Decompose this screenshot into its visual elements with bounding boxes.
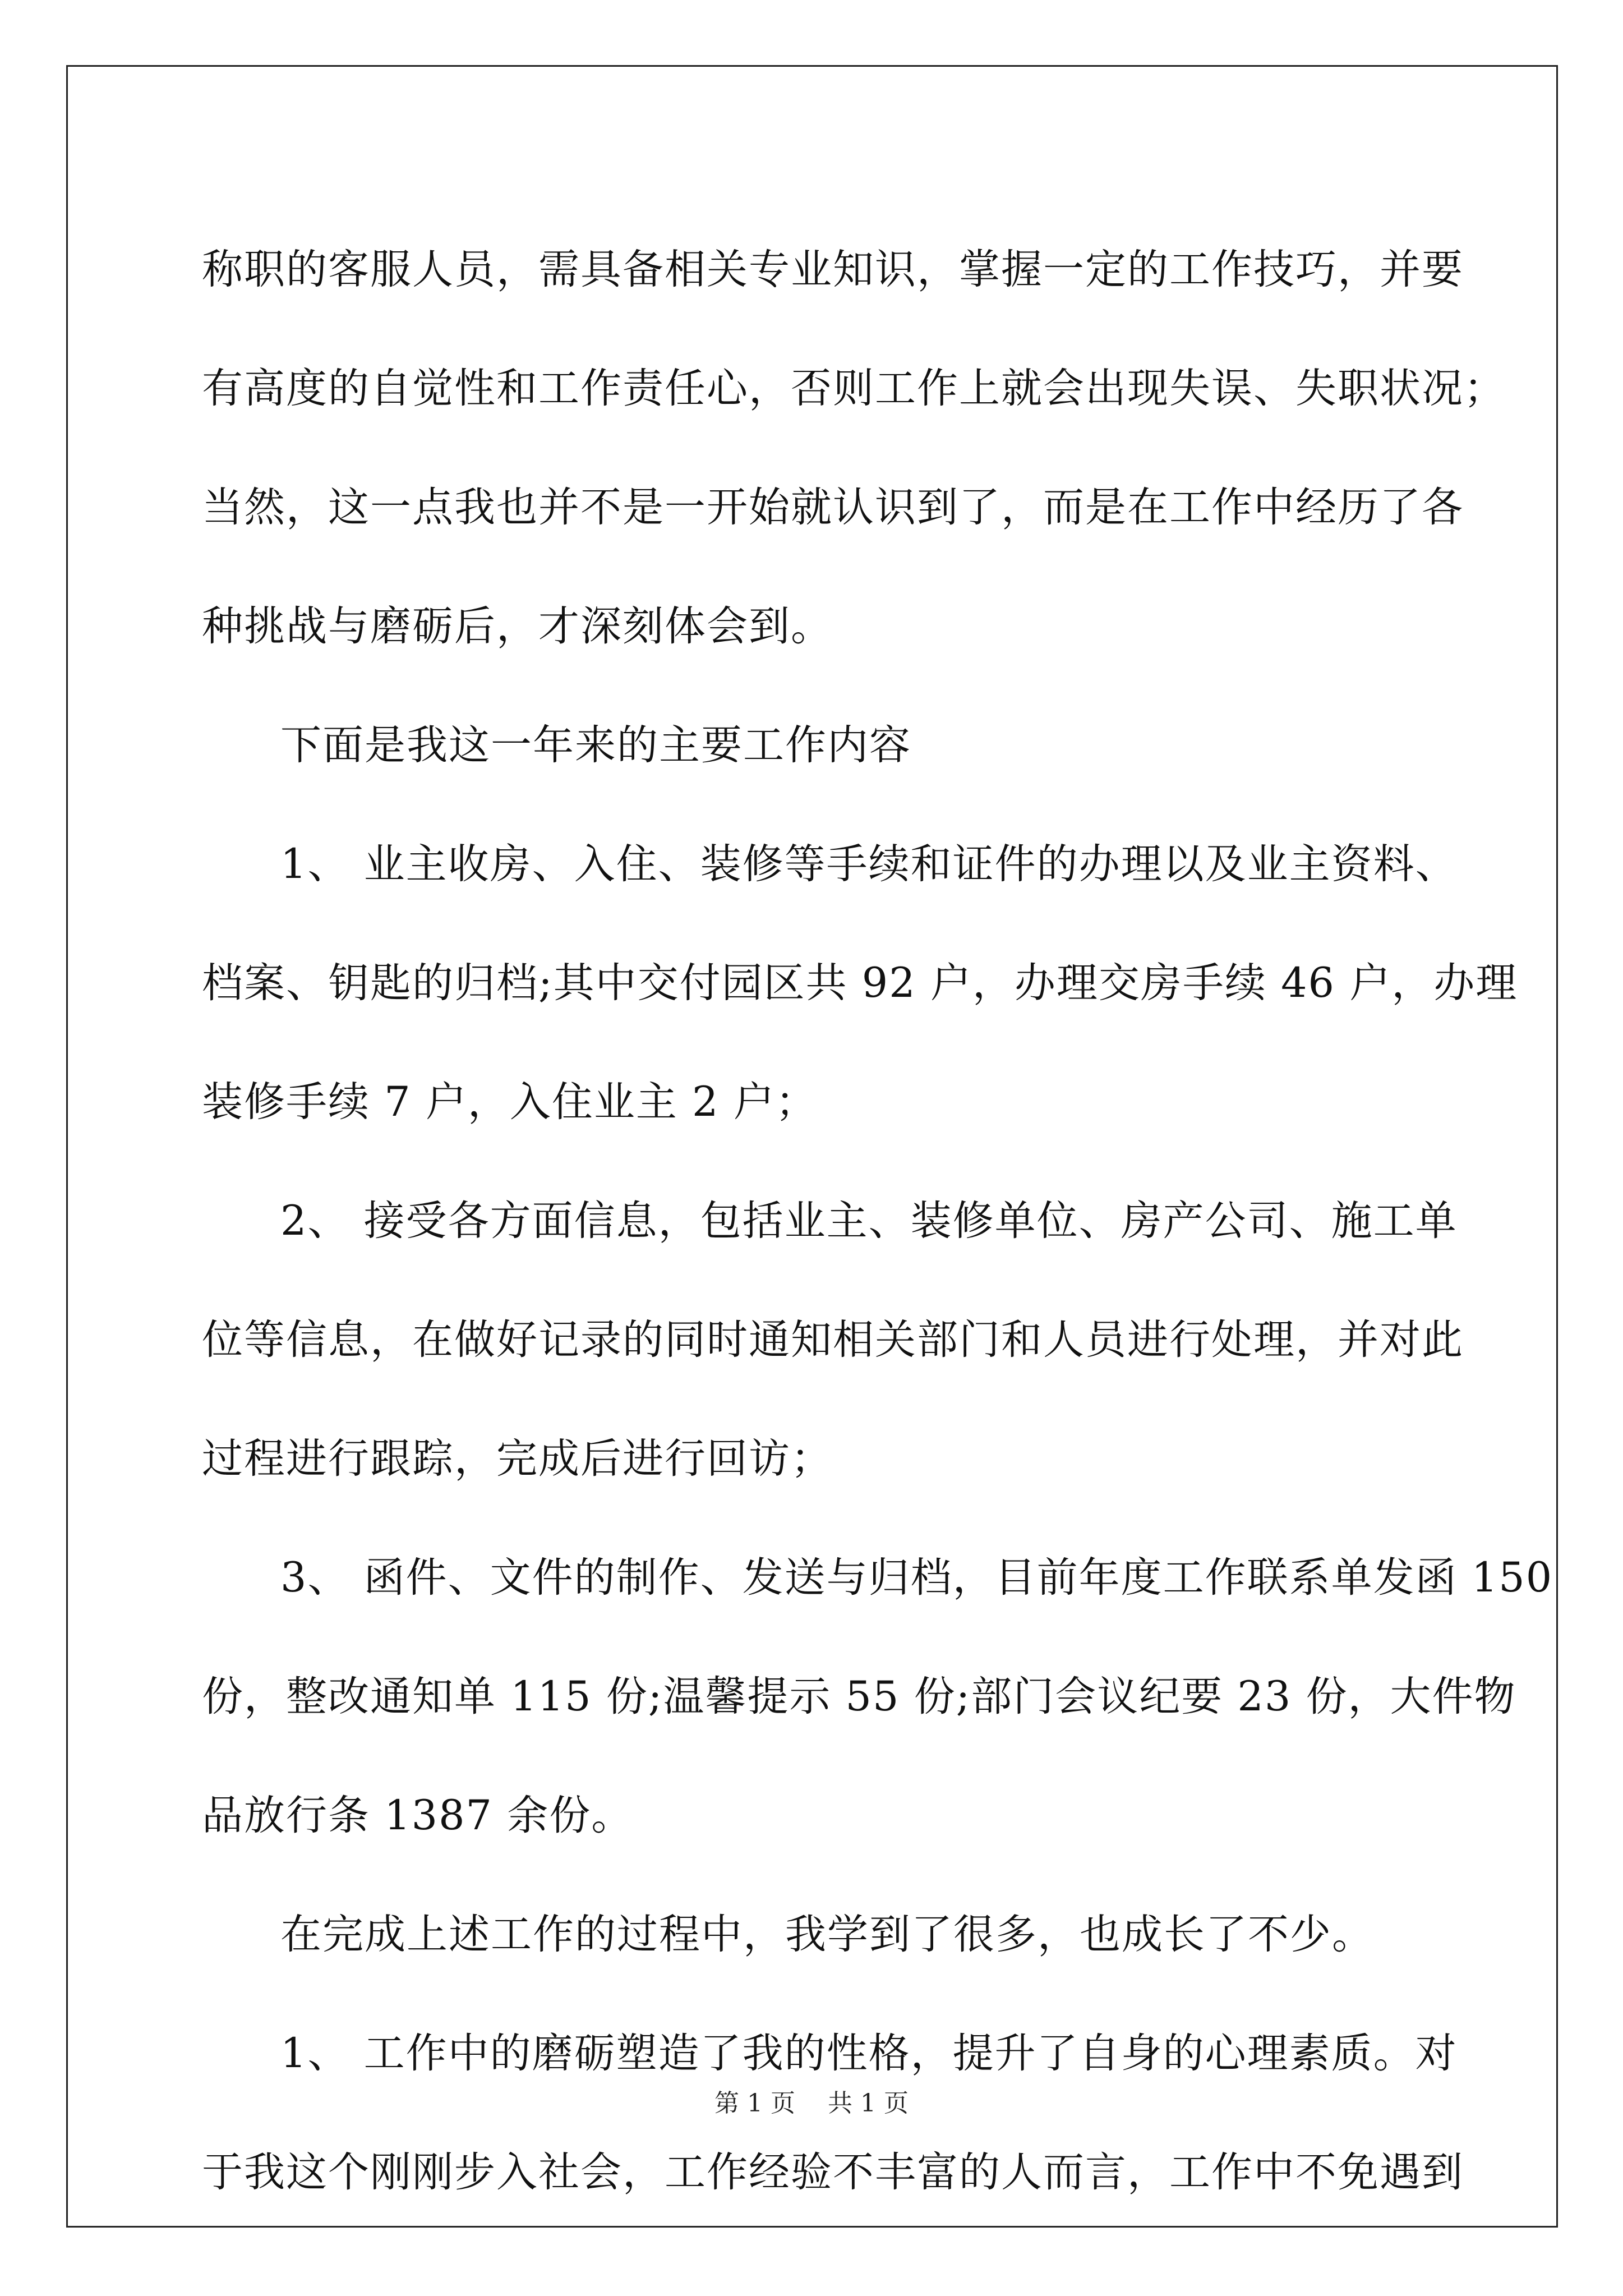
text-line: 份，整改通知单 115 份;温馨提示 55 份;部门会议纪要 23 份，大件物 [202, 1673, 1516, 1720]
text-line: 位等信息，在做好记录的同时通知相关部门和人员进行处理，并对此 [202, 1316, 1464, 1364]
text-line: 有高度的自觉性和工作责任心，否则工作上就会出现失误、失职状况； [202, 365, 1506, 412]
page-total: 共 1 页 [828, 2089, 909, 2118]
text-line: 1、 业主收房、入住、装修等手续和证件的办理以及业主资料、 [280, 840, 1458, 888]
text-line: 在完成上述工作的过程中，我学到了很多，也成长了不少。 [280, 1911, 1374, 1958]
page-footer [0, 2087, 1623, 2120]
text-line: 当然，这一点我也并不是一开始就认识到了，而是在工作中经历了各 [202, 484, 1464, 531]
text-line: 过程进行跟踪，完成后进行回访； [202, 1435, 833, 1483]
document-body [202, 210, 1553, 2232]
text-line: 下面是我这一年来的主要工作内容 [280, 721, 911, 769]
text-line: 称职的客服人员，需具备相关专业知识，掌握一定的工作技巧，并要 [202, 246, 1464, 293]
text-line: 于我这个刚刚步入社会，工作经验不丰富的人而言，工作中不免遇到 [202, 2148, 1464, 2196]
text-line: 2、 接受各方面信息，包括业主、装修单位、房产公司、施工单 [280, 1197, 1458, 1245]
text-line: 装修手续 7 户，入住业主 2 户； [202, 1078, 818, 1126]
text-line: 1、 工作中的磨砺塑造了我的性格，提升了自身的心理素质。对 [280, 2030, 1458, 2077]
text-line: 种挑战与磨砺后，才深刻体会到。 [202, 602, 833, 650]
text-line: 档案、钥匙的归档;其中交付园区共 92 户，办理交房手续 46 户，办理 [202, 959, 1518, 1007]
page-number: 第 1 页 [714, 2089, 795, 2118]
text-line: 品放行条 1387 余份。 [202, 1792, 634, 1839]
text-line: 3、 函件、文件的制作、发送与归档，目前年度工作联系单发函 150 [280, 1554, 1553, 1602]
